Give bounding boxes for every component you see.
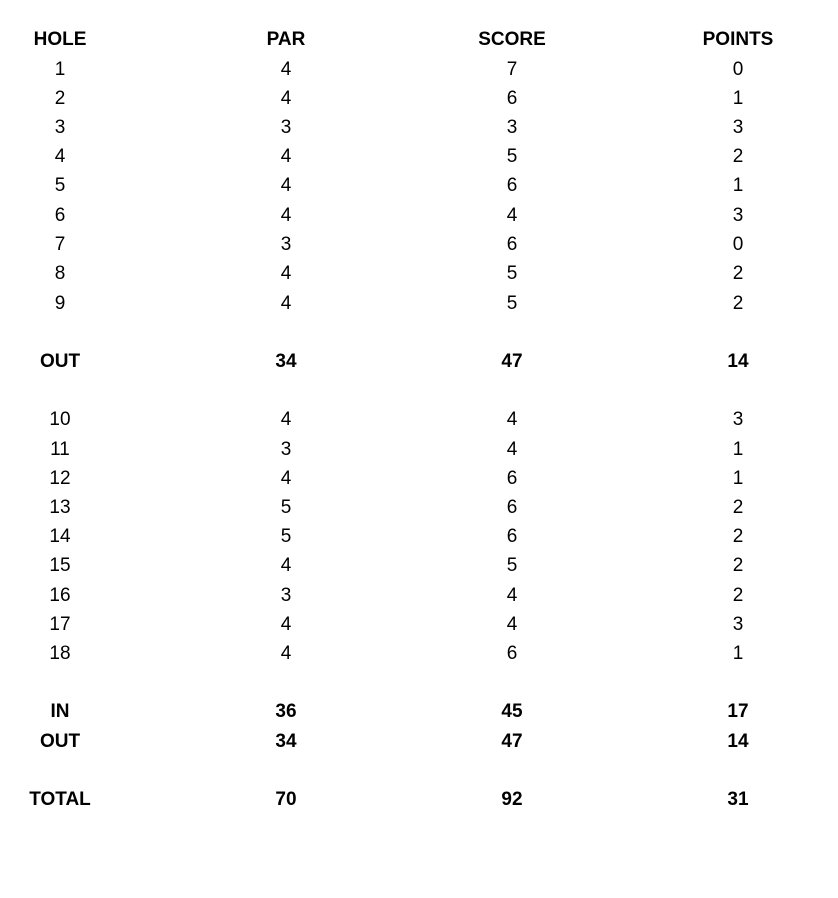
hole-row [0, 144, 838, 170]
out-repeat-row [0, 729, 838, 755]
points-value: 2 [732, 146, 744, 167]
hole-row [0, 173, 838, 199]
par-value: 4 [280, 88, 292, 109]
hole-header: HOLE [33, 29, 87, 50]
hole-row [0, 232, 838, 258]
in-subtotal-row [0, 699, 838, 725]
points-value: 3 [732, 205, 744, 226]
par-value: 4 [280, 175, 292, 196]
par-subtotal: 36 [275, 701, 297, 722]
points-value: 0 [732, 59, 744, 80]
hole-row [0, 291, 838, 317]
score-subtotal: 47 [501, 731, 523, 752]
par-value: 3 [280, 439, 292, 460]
score-value: 5 [506, 293, 518, 314]
hole-number: 10 [49, 409, 71, 430]
hole-number: 1 [54, 59, 66, 80]
par-value: 3 [280, 117, 292, 138]
par-value: 4 [280, 468, 292, 489]
hole-number: 18 [49, 643, 71, 664]
score-total: 92 [501, 789, 523, 810]
hole-row [0, 115, 838, 141]
par-value: 5 [280, 497, 292, 518]
points-value: 0 [732, 234, 744, 255]
score-subtotal: 47 [501, 351, 523, 372]
score-value: 4 [506, 439, 518, 460]
hole-row [0, 86, 838, 112]
par-value: 5 [280, 526, 292, 547]
score-header: SCORE [478, 29, 546, 50]
points-header: POINTS [702, 29, 774, 50]
par-value: 4 [280, 614, 292, 635]
score-value: 4 [506, 205, 518, 226]
hole-row [0, 437, 838, 463]
hole-number: 13 [49, 497, 71, 518]
subtotal-label: OUT [39, 731, 81, 752]
total-label: TOTAL [29, 789, 91, 810]
hole-number: 8 [54, 263, 66, 284]
points-subtotal: 17 [727, 701, 749, 722]
hole-number: 4 [54, 146, 66, 167]
score-value: 6 [506, 526, 518, 547]
points-value: 2 [732, 555, 744, 576]
par-subtotal: 34 [275, 731, 297, 752]
hole-number: 5 [54, 175, 66, 196]
hole-row [0, 612, 838, 638]
hole-row [0, 524, 838, 550]
par-value: 3 [280, 234, 292, 255]
par-value: 4 [280, 293, 292, 314]
par-value: 4 [280, 146, 292, 167]
par-value: 4 [280, 59, 292, 80]
par-value: 4 [280, 205, 292, 226]
hole-number: 7 [54, 234, 66, 255]
hole-number: 16 [49, 585, 71, 606]
points-value: 3 [732, 117, 744, 138]
subtotal-label: OUT [39, 351, 81, 372]
score-value: 3 [506, 117, 518, 138]
points-value: 2 [732, 526, 744, 547]
hole-number: 11 [50, 439, 70, 460]
score-value: 6 [506, 88, 518, 109]
score-value: 6 [506, 175, 518, 196]
score-value: 5 [506, 146, 518, 167]
score-value: 5 [506, 555, 518, 576]
points-value: 1 [732, 643, 744, 664]
score-value: 5 [506, 263, 518, 284]
subtotal-label: IN [50, 701, 70, 722]
points-value: 3 [732, 614, 744, 635]
score-value: 4 [506, 585, 518, 606]
score-value: 4 [506, 614, 518, 635]
hole-number: 3 [54, 117, 66, 138]
hole-row [0, 261, 838, 287]
hole-number: 6 [54, 205, 66, 226]
out-subtotal-row [0, 349, 838, 375]
par-value: 4 [280, 643, 292, 664]
hole-number: 12 [49, 468, 71, 489]
score-value: 6 [506, 468, 518, 489]
hole-row [0, 203, 838, 229]
points-value: 2 [732, 263, 744, 284]
points-value: 1 [732, 439, 744, 460]
points-value: 1 [732, 175, 744, 196]
header-row [0, 27, 838, 53]
par-subtotal: 34 [275, 351, 297, 372]
par-value: 4 [280, 263, 292, 284]
score-value: 6 [506, 234, 518, 255]
points-value: 2 [732, 293, 744, 314]
score-value: 4 [506, 409, 518, 430]
hole-row [0, 641, 838, 667]
hole-row [0, 583, 838, 609]
par-value: 4 [280, 409, 292, 430]
hole-number: 14 [49, 526, 71, 547]
total-row [0, 787, 838, 813]
par-total: 70 [275, 789, 297, 810]
points-subtotal: 14 [727, 351, 749, 372]
points-value: 3 [732, 409, 744, 430]
hole-row [0, 57, 838, 83]
score-subtotal: 45 [501, 701, 523, 722]
hole-number: 17 [49, 614, 71, 635]
hole-row [0, 466, 838, 492]
hole-row [0, 495, 838, 521]
score-value: 7 [506, 59, 518, 80]
hole-number: 9 [54, 293, 66, 314]
points-value: 2 [732, 497, 744, 518]
par-value: 3 [280, 585, 292, 606]
score-value: 6 [506, 497, 518, 518]
hole-number: 15 [49, 555, 71, 576]
hole-row [0, 553, 838, 579]
hole-number: 2 [54, 88, 66, 109]
par-header: PAR [266, 29, 306, 50]
par-value: 4 [280, 555, 292, 576]
points-total: 31 [727, 789, 749, 810]
points-value: 1 [732, 88, 744, 109]
points-subtotal: 14 [727, 731, 749, 752]
hole-row [0, 407, 838, 433]
score-value: 6 [506, 643, 518, 664]
points-value: 1 [732, 468, 744, 489]
points-value: 2 [732, 585, 744, 606]
